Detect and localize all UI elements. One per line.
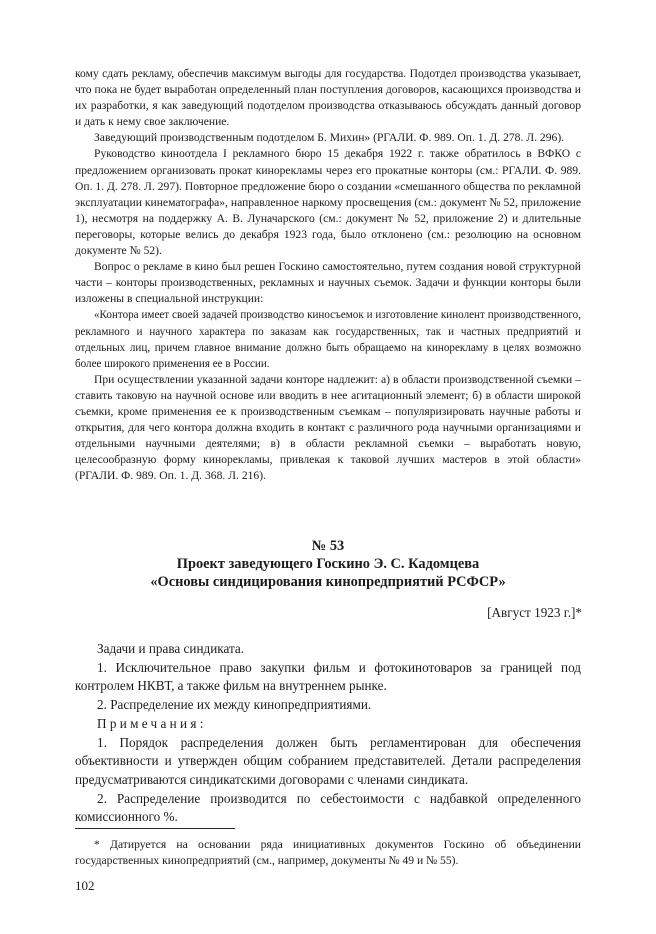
footnote — [75, 837, 581, 869]
document-paragraph: 1. Исключительное право закупки фильм и фотокинотоваров за границей под контролем НКВТ, а также фильм на внутреннем рынке. — [75, 659, 581, 694]
document-paragraph: 1. Порядок распределения должен быть регламентирован для обеспечения объективности и утвержден общим собранием представителей. Детали распределения предусматриваются синдикатскими договорами с членами синдиката. — [75, 734, 581, 787]
document-subtitle: «Основы синдицирования кинопредприятий РСФСР» — [150, 574, 506, 590]
commentary-paragraph: Вопрос о рекламе в кино был решен Госкино самостоятельно, путем создания новой структурной части – конторы производственных, рекламных и научных съемок. Задачи и функции конторы были изложены в специальной инструкции: — [75, 260, 581, 306]
footnote-divider — [75, 828, 235, 829]
commentary-paragraph: Руководство киноотдела I рекламного бюро 15 декабря 1922 г. также обратилось в ВФКО с предложением организовать прокат кинорекламы через его прокатные конторы (см.: РГАЛИ. Ф. 989. Оп. 1. Д. 278. Л. 297). Повторное предложение бюро о создании «смешанного общества по рекламной эксплуатации кинематографа», направленное наркому просвещения (см.: документ № 52, приложение 1), несмотря на поддержку А. В. Луначарского (см.: документ № 52, приложение 2) и длительные переговоры, которые велись до декабря 1923 года, было отклонено (см.: резолюцию на основном документе № 52). — [75, 147, 581, 258]
footnote-text: * Датируется на основании ряда инициативных документов Госкино об объединении государственных кинопредприятий (см., например, документы № 49 и № 55). — [75, 838, 581, 867]
instruction-quote: «Контора имеет своей задачей производство киносъемок и изготовление кинолент производственного, рекламного и научного характера по заказам как государственных, так и частных предприятий и отдельных лиц, причем главное внимание должно быть обращаемо на кинорекламу в целях возможно более широкого применения ее в России. — [75, 309, 581, 370]
page-number: 102 — [75, 878, 95, 893]
document-paragraph: Задачи и права синдиката. — [97, 641, 245, 656]
document-body — [75, 640, 581, 827]
commentary-paragraph: Заведующий производственным подотделом Б. Михин» (РГАЛИ. Ф. 989. Оп. 1. Д. 278. Л. 296). — [94, 131, 565, 145]
preceding-commentary — [75, 66, 581, 484]
document-heading — [75, 537, 581, 591]
document-title: Проект заведующего Госкино Э. С. Кадомцева — [176, 556, 480, 572]
document-paragraph: 2. Распределение их между кинопредприятиями. — [97, 697, 372, 713]
commentary-paragraph: При осуществлении указанной задачи конторе надлежит: а) в области производственной съемки – ставить таковую на научной основе или вводить в нее агитационный элемент; б) в области широкой съемки, кроме применения ее к производственным съемкам – популяризировать научные работы и открытия, для чего контора должна входить в контакт с различного рода научными организациями и отдельными научными деятелями; в) в области рекламной съемки – выработать новую, целесообразную форму кинорекламы, привлекая к таковой лучших мастеров в этой области» (РГАЛИ. Ф. 989. Оп. 1. Д. 368. Л. 216). — [75, 372, 581, 483]
commentary-paragraph: кому сдать рекламу, обеспечив максимум выгоды для государства. Подотдел производства указывает, что пока не будет выработан определенный план поступления договоров, касающихся производства и их разработки, я как заведующий подотделом производства отказываюсь обсуждать данный договор и дать к нему свое заключение. — [75, 67, 581, 129]
document-paragraph: 2. Распределение производится по себестоимости с надбавкой определенного комиссионного %. — [75, 790, 581, 825]
document-date: [Август 1923 г.]* — [487, 605, 582, 620]
notes-label: Примечания: — [97, 715, 207, 731]
document-number: № 53 — [311, 538, 345, 554]
